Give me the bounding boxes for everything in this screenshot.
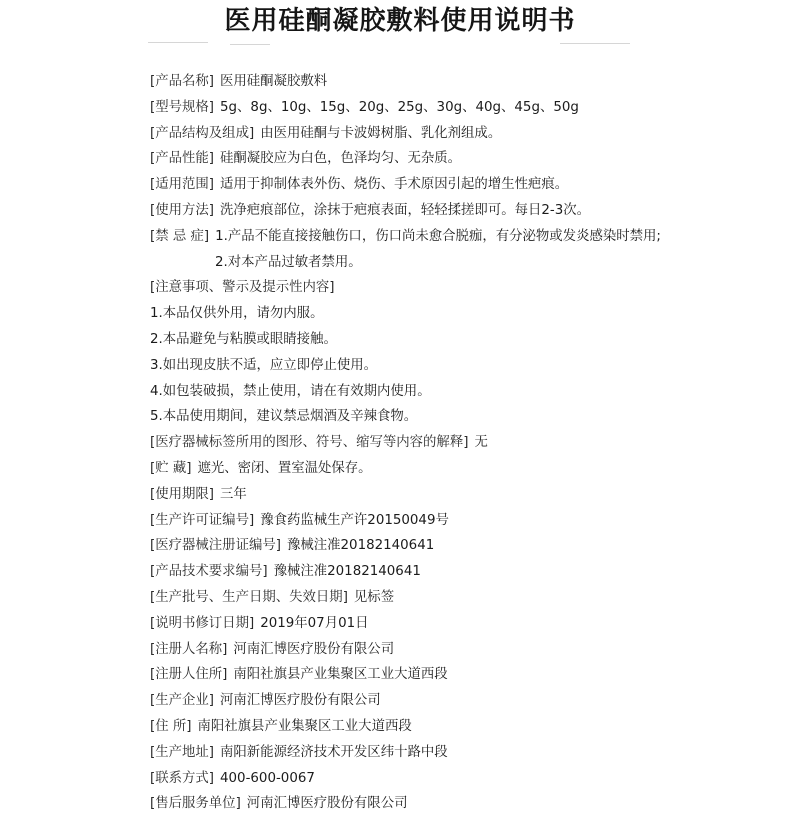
document-title: 医用硅酮凝胶敷料使用说明书 — [224, 6, 576, 36]
field-value: 2019年07月01日 — [260, 615, 369, 631]
field-row — [150, 301, 790, 327]
field-value: 适用于抑制体表外伤、烧伤、手术原因引起的增生性疤痕。 — [220, 177, 569, 193]
field-row — [150, 791, 790, 817]
field-row — [150, 146, 790, 172]
field-row — [150, 585, 790, 611]
field-list — [150, 69, 790, 817]
field-value: 见标签 — [353, 589, 395, 605]
field-row — [150, 69, 790, 95]
field-label: [注册人住所] — [150, 667, 228, 683]
field-row — [150, 327, 790, 353]
field-value: 洗净疤痕部位，涂抹于疤痕表面，轻轻揉搓即可。每日2-3次。 — [220, 202, 591, 218]
field-row — [150, 482, 790, 508]
field-row — [150, 121, 790, 147]
field-row — [150, 456, 790, 482]
field-row — [150, 637, 790, 663]
field-label: [产品结构及组成] — [150, 125, 255, 141]
scan-artifact — [230, 44, 270, 45]
field-label: [注意事项、警示及提示性内容] — [150, 280, 335, 296]
field-row — [150, 430, 790, 456]
field-value: 南阳社旗县产业集聚区工业大道西段 — [197, 718, 412, 734]
field-row — [150, 662, 790, 688]
field-value: 5.本品使用期间，建议禁忌烟酒及辛辣食物。 — [150, 409, 418, 425]
field-row — [150, 275, 790, 301]
field-row — [150, 172, 790, 198]
field-label: [产品名称] — [150, 74, 215, 89]
field-value: 无 — [474, 435, 488, 451]
field-value: 豫械注准20182140641 — [273, 564, 421, 580]
field-row — [150, 404, 790, 430]
field-value: 4.如包装破损，禁止使用，请在有效期内使用。 — [150, 383, 431, 399]
field-row — [150, 714, 790, 740]
field-label: [医疗器械标签所用的图形、符号、缩写等内容的解释] — [150, 435, 469, 451]
field-value: 400-600-0067 — [220, 770, 315, 786]
field-row — [150, 508, 790, 534]
field-label: [适用范围] — [150, 177, 215, 193]
field-value: 医用硅酮凝胶敷料 — [220, 74, 328, 89]
field-label: [生产许可证编号] — [150, 512, 255, 528]
field-label: [医疗器械注册证编号] — [150, 538, 281, 554]
field-label: [禁 忌 症] — [150, 228, 210, 244]
field-value: 1.本品仅供外用，请勿内服。 — [150, 306, 324, 322]
field-label: [使用期限] — [150, 486, 215, 502]
field-value: 由医用硅酮与卡波姆树脂、乳化剂组成。 — [260, 125, 502, 141]
scan-artifact — [148, 42, 208, 43]
field-label: [型号规格] — [150, 99, 215, 115]
field-value: 南阳社旗县产业集聚区工业大道西段 — [233, 667, 448, 683]
field-row — [150, 533, 790, 559]
field-value: 豫械注准20182140641 — [286, 538, 435, 554]
field-row — [150, 198, 790, 224]
field-value: 硅酮凝胶应为白色，色泽均匀、无杂质。 — [220, 151, 462, 167]
field-row — [150, 611, 790, 637]
field-row — [150, 250, 790, 276]
field-label: [说明书修订日期] — [150, 615, 255, 631]
field-value: 遮光、密闭、置室温处保存。 — [197, 460, 372, 476]
field-value: 3.如出现皮肤不适，应立即停止使用。 — [150, 357, 378, 373]
field-label: [生产批号、生产日期、失效日期] — [150, 589, 348, 605]
field-row — [150, 379, 790, 405]
field-value: 5g、8g、10g、15g、20g、25g、30g、40g、45g、50g — [220, 99, 579, 115]
field-value: 2.对本产品过敏者禁用。 — [215, 254, 362, 270]
field-value: 豫食药监械生产许20150049号 — [260, 512, 449, 528]
field-row — [150, 688, 790, 714]
field-row — [150, 740, 790, 766]
field-label: [产品技术要求编号] — [150, 564, 268, 580]
field-label: [住 所] — [150, 718, 192, 734]
field-row — [150, 95, 790, 121]
field-label: [贮 藏] — [150, 460, 192, 476]
field-value: 河南汇博医疗股份有限公司 — [246, 796, 408, 812]
scan-artifact — [560, 43, 630, 44]
field-row — [150, 353, 790, 379]
field-row — [150, 559, 790, 585]
field-value: 1.产品不能直接接触伤口，伤口尚未愈合脱痂，有分泌物或发炎感染时禁用; — [215, 228, 661, 244]
field-label: [联系方式] — [150, 770, 215, 786]
field-label: [生产企业] — [150, 693, 215, 709]
field-label: [生产地址] — [150, 744, 215, 760]
field-row — [150, 224, 790, 250]
field-value: 三年 — [220, 486, 247, 502]
field-value: 南阳新能源经济技术开发区纬十路中段 — [220, 744, 448, 760]
field-label: [产品性能] — [150, 151, 215, 167]
field-label: [注册人名称] — [150, 641, 228, 657]
field-label: [售后服务单位] — [150, 796, 241, 812]
field-label: [使用方法] — [150, 202, 215, 218]
field-row — [150, 766, 790, 792]
field-value: 2.本品避免与粘膜或眼睛接触。 — [150, 331, 337, 347]
field-value: 河南汇博医疗股份有限公司 — [233, 641, 395, 657]
field-value: 河南汇博医疗股份有限公司 — [220, 693, 381, 709]
